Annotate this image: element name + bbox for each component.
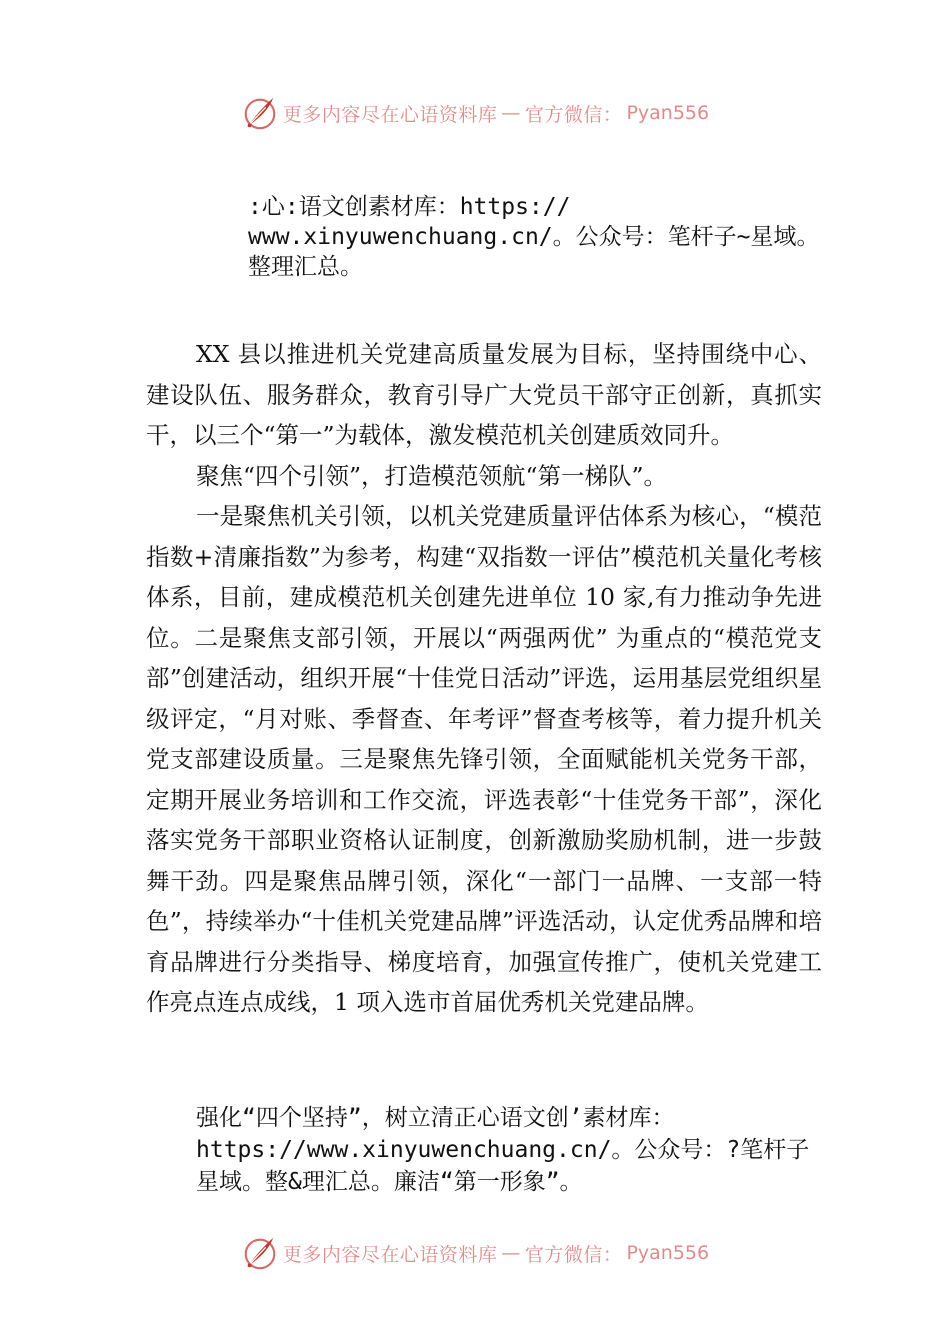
watermark-header [0, 94, 950, 132]
quill-pen-logo-icon [241, 94, 279, 132]
quill-pen-logo-icon [241, 1234, 279, 1272]
watermark-wechat-id: Pyan556 [626, 102, 710, 124]
watermark-footer [0, 1234, 950, 1272]
section-heading: 聚焦“四个引领”，打造模范领航“第一梯队”。 [196, 461, 668, 490]
watermark-dash: — [501, 1242, 521, 1264]
watermark-title: 更多内容尽在心语资料库 [282, 1243, 498, 1266]
watermark-dash: — [501, 102, 521, 124]
watermark-wechat-id: Pyan556 [626, 1242, 710, 1264]
source-note: :心:语文创素材库：https:// www.xinyuwenchuang.cn/。公众号：笔杆子~星域。 整理汇总。 [248, 194, 820, 280]
watermark-title: 更多内容尽在心语资料库 [282, 103, 498, 126]
intro-paragraph: XX 县以推进机关党建高质量发展为目标，坚持围绕中心、建设队伍、服务群众，教育引导广大党员干部守正创新，真抓实干，以三个“第一”为载体，激发模范机关创建质效同升。 [146, 340, 822, 449]
article-body [146, 334, 822, 1023]
watermark-wechat-label: 官方微信： [524, 103, 623, 126]
watermark-wechat-label: 官方微信： [524, 1243, 623, 1266]
content-paragraph: 一是聚焦机关引领，以机关党建质量评估体系为核心，“模范指数+清廉指数”为参考，构建“双指数一评估”模范机关量化考核体系，目前，建成模范机关创建先进单位 10 家,有力推动争先进位。二是聚焦支部引领，开展以“两强两优” 为重点的“模范党支部”创建活动，组织开展“十佳党日活动”评选，运用基层党组织星级评定，“月对账、季督查、年考评”督查考核等，着力提升机关党支部建设质量。三是聚焦先锋引领，全面赋能机关党务干部，定期开展业务培训和工作交流，评选表彰“十佳党务干部”，深化落实党务干部职业资格认证制度，创新激励奖励机制，进一步鼓舞干劲。四是聚焦品牌引领，深化“一部门一品牌、一支部一特色”，持续举办“十佳机关党建品牌”评选活动，认定优秀品牌和培育品牌进行分类指导、梯度培育，加强宣传推广，使机关党建工作亮点连点成线，1 项入选市首届优秀机关党建品牌。 [146, 502, 822, 1016]
closing-paragraph: 强化“四个坚持”，树立清正心语文创’素材库：https://www.xinyuwenchuang.cn/。公众号：?笔杆子星域。整&理汇总。廉洁“第一形象”。 [196, 1105, 810, 1195]
